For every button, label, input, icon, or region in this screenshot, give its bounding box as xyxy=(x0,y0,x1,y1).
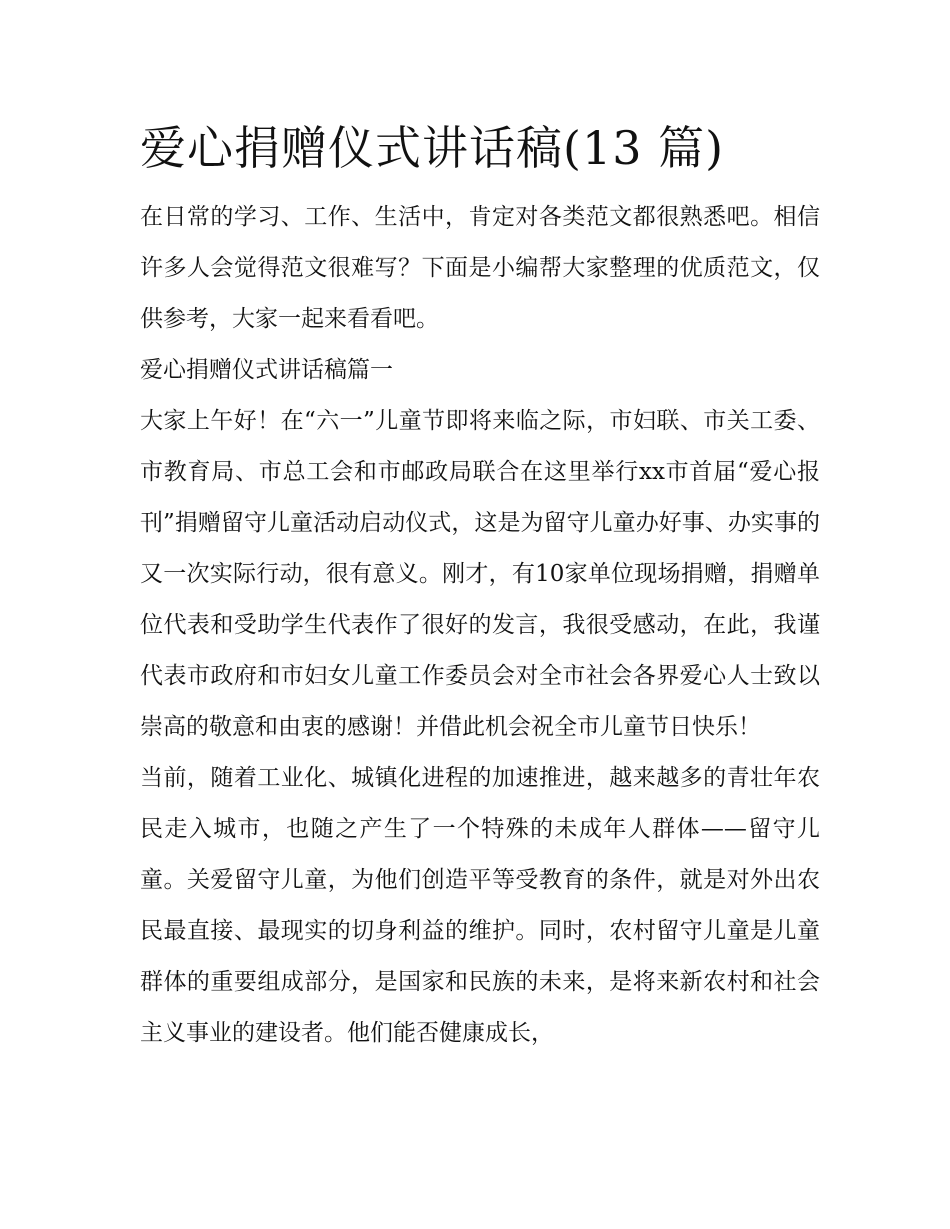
document-body xyxy=(140,118,820,1059)
intro-paragraph: 在日常的学习、工作、生活中，肯定对各类范文都很熟悉吧。相信许多人会觉得范文很难写？下面是小编帮大家整理的优质范文，仅供参考，大家一起来看看吧。 xyxy=(140,204,820,332)
document-title: 爱心捐赠仪式讲话稿(13 篇) xyxy=(140,121,725,175)
body-paragraph-1: 大家上午好！在“六一”儿童节即将来临之际，市妇联、市关工委、市教育局、市总工会和市邮政局联合在这里举行xx市首届“爱心报刊”捐赠留守儿童活动启动仪式，这是为留守儿童办好事、办实事的又一次实际行动，很有意义。刚才，有10家单位现场捐赠，捐赠单位代表和受助学生代表作了很好的发言，我很受感动，在此，我谨代表市政府和市妇女儿童工作委员会对全市社会各界爱心人士致以崇高的敬意和由衷的感谢！并借此机会祝全市儿童节日快乐！ xyxy=(140,408,820,740)
body-paragraph-2: 当前，随着工业化、城镇化进程的加速推进，越来越多的青壮年农民走入城市，也随之产生了一个特殊的未成年人群体——留守儿童。关爱留守儿童，为他们创造平等受教育的条件，就是对外出农民最直接、最现实的切身利益的维护。同时，农村留守儿童是儿童群体的重要组成部分，是国家和民族的未来，是将来新农村和社会主义事业的建设者。他们能否健康成长， xyxy=(140,765,820,1046)
section-heading: 爱心捐赠仪式讲话稿篇一 xyxy=(140,357,393,383)
